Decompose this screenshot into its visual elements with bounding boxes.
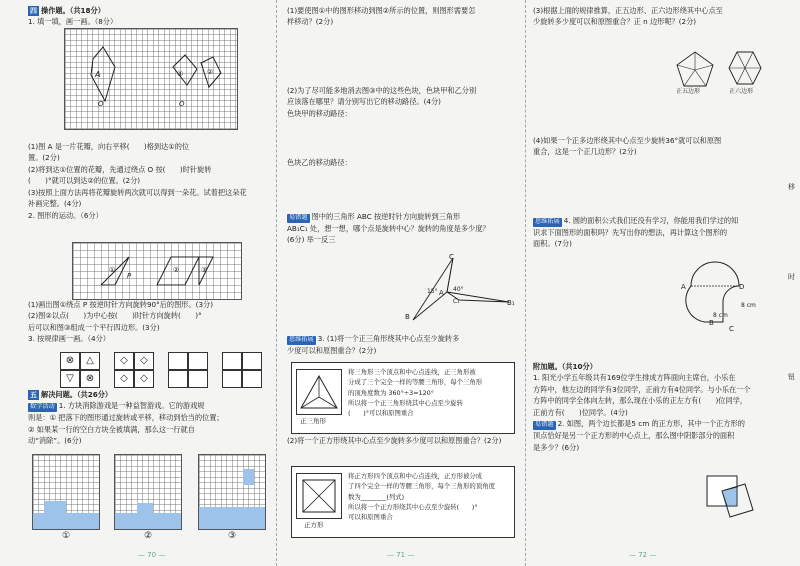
tetris-grid-1 [32,454,100,530]
page-number-72: — 72 — [629,550,657,559]
page-number-70: — 70 — [138,550,166,559]
triangle-icon [297,370,341,414]
middle-page: (1)要使图①中的图形移动到图②所示的位置，则图形需要怎 样移动？(2分) (2)为了尽可能多地消去图③中的这些色块，色块甲和乙分别 应该落在哪里？请分别写出它的移动路径。(4分) 色块甲的移动路径： 色块乙的移动路径： 易错题 图中的三角形 ABC 按逆时针方向旋转到三角形 AB₁C₁ 处，想一想，哪个点是旋转中心？旋转的角度是多少度？ (6分) 举一反三 C A B C₁ B₁ 15° 40° 思维拓展 3. (1)将一个正三角形绕其中心点至少旋转多 少度可以和原图重合？(2分) 正三角形 将三角形三个顶点和中心点连线，正三角形被 分成了三个完全一样的等腰三角形，每个三角形 的顶角度数为 360°÷3=120° 所以将一个正三角形绕其中心点至少旋转 ( )°可以和原图重合 (2)将一个正方形绕其中心点至少旋转多少度可以和原图重合？(2分) 正方形 将正方形四个顶点和中心点连线，正方形被分成 了四个完全一样的等腰三角形，每个三角形的顶角度 数为________(列式) 所以将一个正方形绕其中心点至少旋转( )° 可以和原图重合 — 71 — [287,6,517,566]
q3-intro: 思维拓展 3. (1)将一个正三角形绕其中心点至少旋转多 少度可以和原图重合？(2分) [287,334,460,355]
page-fold-left [276,0,278,566]
extra-section: 附加题。（共10分） 1. 阳光小学五年级共有169位学生排成方阵面向主席台，小乐在 方阵中，他左边的同学有3位同学，正前方有4位同学。与小乐在一个 方阵中的同学全体向左转，那么现在小乐的正左方有( )位同学， 正前方有( )位同学。(4分) 易错题 2. 如图，两个边长都是5 cm 的正方形，其中一个正方形的 顶点恰好是另一个正方形的中心点上，那么图中阴影部分的面积 是多少？(6分) [533,362,751,452]
edge-char-3: 钮 [788,373,795,381]
pentagon-caption: 正五边形 [676,88,701,95]
hexagon-caption: 正六边形 [729,88,754,95]
q2-shapes [73,243,241,299]
fig-label-D: D [739,283,745,291]
tetris-caption-1: ① [62,531,71,541]
right-page: (3)根据上面的规律推算，正五边形、正六边形绕其中心点至 少旋转多少度可以和原图重合？正 n 边形呢？(2分) 正五边形 正六边形 (4)如果一个正多边形绕其中心点至少旋转36°就可以和原图 重合，这是一个正几边形？(2分) 思维拓展 4. 圆的面积公式我们还没有学习，你能用我们学过的知 识求下面图形的面积吗？先写出你的想法，再计算这个图形的 面积。(7分) A D B C 8 cm 8 cm 附加题。（共10分） 1. 阳光小学五年级共有169位学生排成方阵面向主席台，小乐在 方阵中，他左边的同学有3位同学，正前方有4位同学。与小乐在一个 方阵中的同学全体向左转，那么现在小乐的正左方有( )位同学， 正前方有( )位同学。(4分) 易错题 2. 如图，两个边长都是5 cm 的正方形，其中一个正方形的 顶点恰好是另一个正方形的中心点上，那么图中阴影部分的面积 是多少？(6分) — 72 — [533,6,773,566]
overlapping-squares-figure [703,472,767,534]
square-icon [297,474,341,518]
edge-char-2: 时 [788,273,795,281]
q4: 思维拓展 4. 圆的面积公式我们还没有学习，你能用我们学过的知 识求下面图形的面积吗？先写出你的想法，再计算这个图形的 面积。(7分) [533,216,739,249]
q1-title: 1. 填一填，画一画。（8分） [28,17,118,27]
q1-text: (1)图 A 是一片花瓣，向右平移( )格到达①的位 置。(2分) (2)将到达①位置的花瓣，先通过绕点 O 按( )时针旋转 ( )°就可以到达②的位置。(2分) (3)按照上面方法再将花瓣旋转两次就可以得到一朵花。试着把这朵花 补画完整。(4分) 2. 图形的运动。（6分） [28,142,268,222]
label-B1: B₁ [507,299,515,307]
label-shape-1: ① [109,266,116,274]
q2-rotation: 易错题 图中的三角形 ABC 按逆时针方向旋转到三角形 AB₁C₁ 处，想一想，哪个点是旋转中心？旋转的角度是多少度？ (6分) 举一反三 [287,212,490,245]
page-fold-right [525,0,527,566]
label-circle-2: ② [207,68,214,76]
label-B: B [405,313,410,321]
label-shape-2: ② [173,266,180,274]
angle-40: 40° [453,286,464,293]
angle-15: 15° [427,288,438,295]
q3-pattern: ⊗ △ ▽ ⊗ ◇ ◇ ◇ ◇ [60,352,260,390]
area-figure [683,256,763,336]
label-C: C [449,253,454,261]
section-five-heading: 五 解决问题。（共26分） [30,390,113,399]
q2-text: (1)画出图①绕点 P 按逆时针方向旋转90°后的图形。(3分) (2)图②以点( )为中心按( )时针方向旋转( )° 后可以和图③组成一个平行四边形。(3分) 3. 按规律画一画。（4分） [28,300,268,346]
section-four-label: 四 [30,7,37,15]
label-shape-3: ③ [201,266,208,274]
section-four-heading: 四 操作题。（共18分） [30,6,105,15]
section-five: 五 解决问题。（共26分） 数学活动 1. 方块消除游戏是一种益智游戏。它的游戏规 则是：① 把落下的图形通过旋转或平移，移动到恰当的位置； ② 如果某一行的空白方块全被填满，那么这一行就自 动“消除”。(6分) [28,390,268,448]
q1-grid [64,28,238,130]
q1-petal-drawing [65,29,237,129]
page-number-71: — 71 — [387,550,415,559]
fig-label-A: A [681,283,686,291]
label-circle-1: ① [177,70,184,78]
label-A: A [439,289,444,297]
fig-dim-1: 8 cm [741,302,756,309]
tetris-caption-3: ③ [228,531,237,541]
label-a: A [95,70,101,79]
left-page [28,6,268,566]
label-C1: C₁ [453,298,460,305]
q2-grid [72,242,242,300]
q2-title: 2. 图形的运动。（6分） [28,210,103,220]
q3-title: 3. 按规律画一画。（4分） [28,334,110,344]
square-hint-box: 正方形 将正方形四个顶点和中心点连线，正方形被分成 了四个完全一样的等腰三角形，每个三角形的顶角度 数为________(列式) 所以将一个正方形绕其中心点至少旋转( )° 可以和原图重合 [291,466,515,538]
tetris-grid-3 [198,454,266,530]
triangle-hint-box: 正三角形 将三角形三个顶点和中心点连线，正三角形被 分成了三个完全一样的等腰三角形，每个三角形 的顶角度数为 360°÷3=120° 所以将一个正三角形绕其中心点至少旋转 ( )°可以和原图重合 [291,362,515,434]
edge-char-1: 移 [788,183,795,191]
tetris-caption-2: ② [144,531,153,541]
fig-label-C: C [729,325,734,333]
fig-label-B: B [709,319,714,327]
fig-dim-2: 8 cm [713,312,728,319]
label-p: P [127,272,132,280]
activity-tag: 数学活动 [30,403,55,411]
label-o2: O [179,100,185,108]
tetris-grid-2 [114,454,182,530]
label-o1: O [98,100,104,108]
